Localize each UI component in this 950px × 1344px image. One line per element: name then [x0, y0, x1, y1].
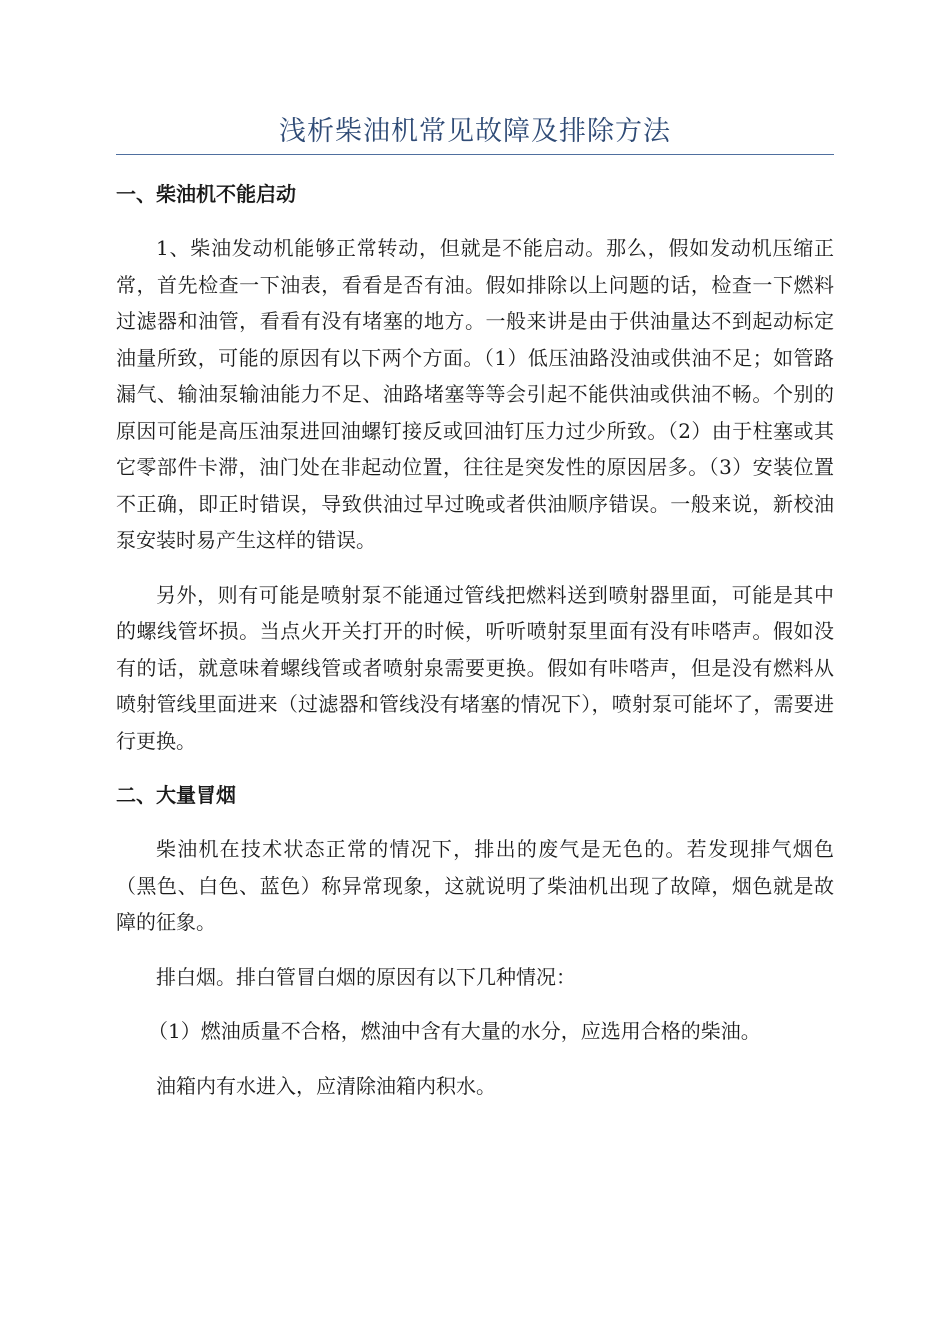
document-title: 浅析柴油机常见故障及排除方法: [279, 116, 671, 147]
title-divider: [116, 154, 834, 155]
section-heading-2: 二、大量冒烟: [116, 783, 236, 807]
paragraph: 柴油机在技术状态正常的情况下，排出的废气是无色的。若发现排气烟色（黑色、白色、蓝色）称异常现象，这就说明了柴油机出现了故障，烟色就是故障的征象。: [116, 837, 834, 934]
document-body: [116, 176, 834, 1122]
paragraph: （1）燃油质量不合格，燃油中含有大量的水分，应选用合格的柴油。: [148, 1019, 761, 1043]
paragraph: 油箱内有水进入，应清除油箱内积水。: [156, 1073, 496, 1098]
section-heading-1: 一、柴油机不能启动: [116, 182, 296, 206]
paragraph: 排白烟。排白管冒白烟的原因有以下几种情况：: [156, 964, 576, 989]
paragraph: 1、柴油发动机能够正常转动，但就是不能启动。那么，假如发动机压缩正常，首先检查一下油表，看看是否有油。假如排除以上问题的话，检查一下燃料过滤器和油管，看看有没有堵塞的地方。一般来讲是由于供油量达不到起动标定油量所致，可能的原因有以下两个方面。（1）低压油路没油或供油不足；如管路漏气、输油泵输油能力不足、油路堵塞等等会引起不能供油或供油不畅。个别的原因可能是高压油泵进回油螺钉接反或回油钉压力过少所致。（2）由于柱塞或其它零部件卡滞，油门处在非起动位置，往往是突发性的原因居多。（3）安装位置不正确，即正时错误，导致供油过早过晚或者供油顺序错误。一般来说，新校油泵安装时易产生这样的错误。: [116, 236, 834, 552]
paragraph: 另外，则有可能是喷射泵不能通过管线把燃料送到喷射器里面，可能是其中的螺线管坏损。当点火开关打开的时候，听听喷射泵里面有没有咔嗒声。假如没有的话，就意味着螺线管或者喷射泉需要更换。假如有咔嗒声，但是没有燃料从喷射管线里面进来（过滤器和管线没有堵塞的情况下），喷射泵可能坏了，需要进行更换。: [116, 582, 834, 753]
